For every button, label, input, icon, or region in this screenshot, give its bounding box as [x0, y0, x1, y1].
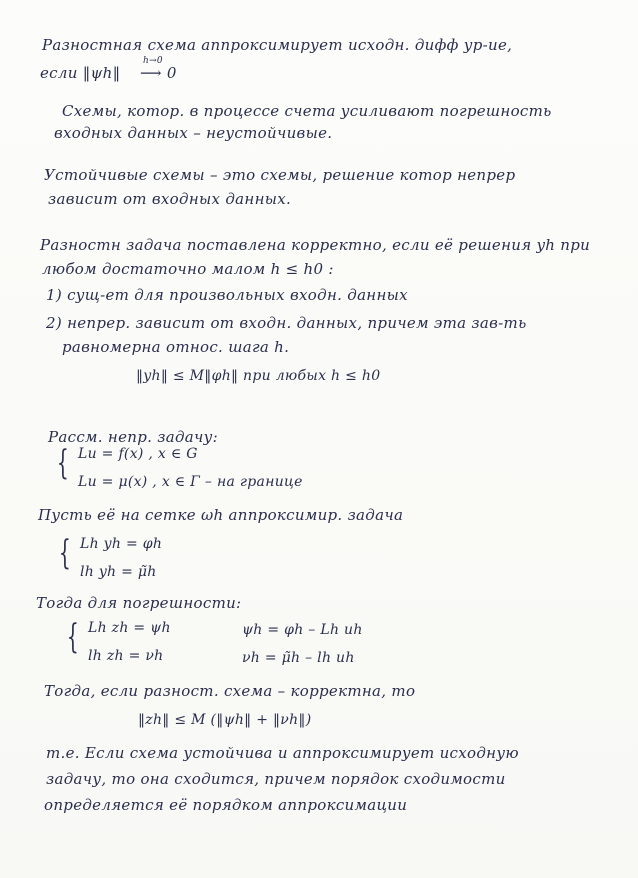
- text-line: 2) непрер. зависит от входн. данных, причем эта зав-ть: [46, 314, 527, 332]
- text-line: Разностн задача поставлена корректно, если её решения yh при: [40, 236, 591, 254]
- system-brace: {: [58, 533, 71, 573]
- text-line: равномерна относ. шага h.: [62, 338, 290, 356]
- formula-line: νh = μ̃h – lh uh: [242, 650, 355, 666]
- text-line: Рассм. непр. задачу:: [48, 428, 219, 446]
- formula-line: lh zh = νh: [88, 648, 164, 664]
- limit-arrow: ⟶ 0: [140, 64, 177, 82]
- text-line: Схемы, котор. в процессе счета усиливают погрешность: [62, 102, 552, 120]
- text-line: зависит от входных данных.: [48, 190, 292, 208]
- text-line: задачу, то она сходится, причем порядок сходимости: [46, 770, 506, 788]
- text-line: любом достаточно малом h ≤ h0 :: [42, 260, 334, 278]
- text-line: Тогда для погрешности:: [36, 594, 242, 612]
- formula-line: Lh yh = φh: [80, 536, 163, 552]
- system-brace: {: [56, 443, 69, 483]
- formula-line: lh yh = μ̃h: [80, 564, 157, 580]
- formula-line: ‖yh‖ ≤ M‖φh‖ при любых h ≤ h0: [136, 368, 381, 384]
- formula-line: Lu = f(x) , x ∈ G: [78, 446, 198, 462]
- text-line: т.е. Если схема устойчива и аппроксимирует исходную: [46, 744, 519, 762]
- limit-subscript: h→0: [143, 56, 163, 66]
- text-line: Пусть её на сетке ωh аппроксимир. задача: [38, 506, 404, 524]
- text-line: Устойчивые схемы – это схемы, решение котор непрер: [44, 166, 516, 184]
- text-line: 1) сущ-ет для произвольных входн. данных: [46, 286, 408, 304]
- text-line: определяется её порядком аппроксимации: [44, 796, 408, 814]
- system-brace: {: [66, 617, 79, 657]
- text-line: Разностная схема аппроксимирует исходн. дифф ур-ие,: [42, 36, 513, 54]
- formula-line: ψh = φh – Lh uh: [242, 622, 363, 638]
- formula-line: Lu = μ(x) , x ∈ Γ – на границе: [78, 474, 303, 490]
- formula-line: ‖zh‖ ≤ M (‖ψh‖ + ‖νh‖): [138, 712, 312, 728]
- text-line: если ‖ψh‖: [40, 64, 121, 82]
- text-line: входных данных – неустойчивые.: [54, 124, 333, 142]
- formula-line: Lh zh = ψh: [88, 620, 171, 636]
- text-line: Тогда, если разност. схема – корректна, то: [44, 682, 416, 700]
